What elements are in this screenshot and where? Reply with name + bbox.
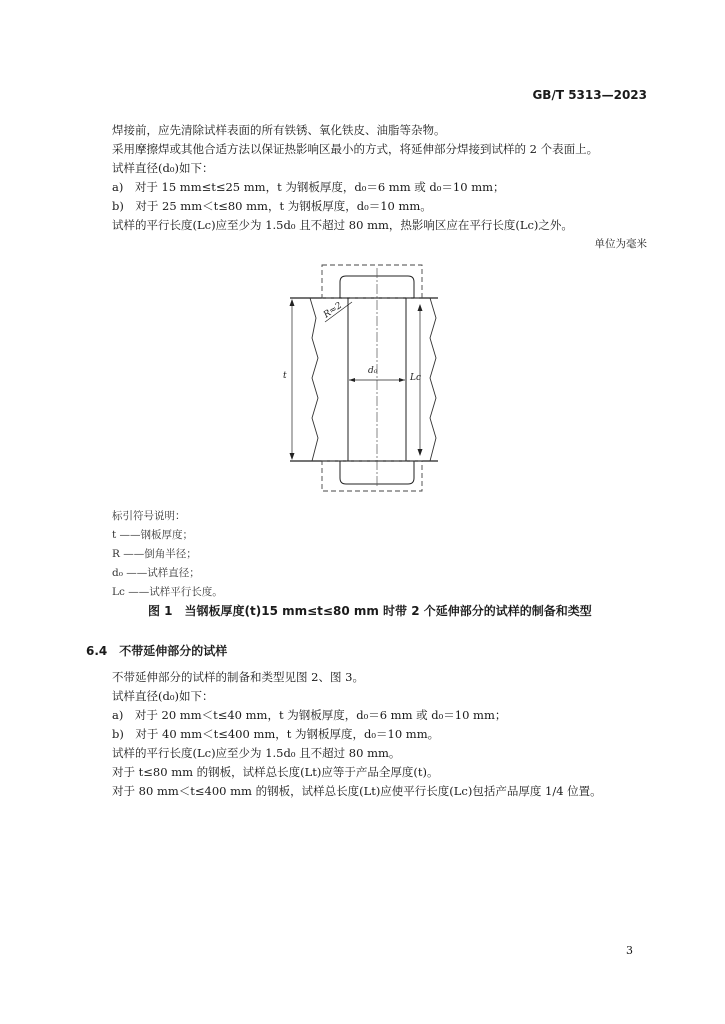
legend-item-r: R ——倒角半径；: [112, 548, 197, 560]
section-heading: 6.4 不带延伸部分的试样: [86, 644, 228, 658]
length-label: Lc: [410, 373, 422, 383]
legend-title: 标引符号说明：: [112, 510, 186, 522]
section-item-a: a) 对于 20 mm＜t≤40 mm，t 为钢板厚度，d₀＝6 mm 或 d₀＝10 mm；: [112, 708, 507, 722]
plate-left-break: [310, 298, 318, 461]
figure-caption: 图 1 当钢板厚度(t)15 mm≤t≤80 mm 时带 2 个延伸部分的试样的制备和类型: [148, 604, 592, 618]
section-paragraph-2: 试样直径(d₀)如下：: [112, 689, 214, 703]
intro-item-a: a) 对于 15 mm≤t≤25 mm，t 为钢板厚度，d₀＝6 mm 或 d₀＝10 mm；: [112, 180, 505, 194]
legend-item-lc: Lc ——试样平行长度。: [112, 586, 223, 598]
intro-item-b: b) 对于 25 mm＜t≤80 mm，t 为钢板厚度，d₀＝10 mm。: [112, 199, 432, 213]
intro-paragraph-3: 试样直径(d₀)如下：: [112, 161, 214, 175]
intro-paragraph-6: 试样的平行长度(Lc)应至少为 1.5d₀ 且不超过 80 mm，热影响区应在平行长度(Lc)之外。: [112, 218, 573, 232]
page-number: 3: [626, 944, 633, 957]
bottom-extension: [322, 461, 422, 491]
section-paragraph-6: 对于 t≤80 mm 的钢板，试样总长度(Lt)应等于产品全厚度(t)。: [112, 765, 439, 779]
section-item-b: b) 对于 40 mm＜t≤400 mm，t 为钢板厚度，d₀＝10 mm。: [112, 727, 440, 741]
legend-item-d0: d₀ ——试样直径；: [112, 567, 200, 579]
diameter-label: d₀: [368, 366, 378, 376]
section-paragraph-1: 不带延伸部分的试样的制备和类型见图 2、图 3。: [112, 670, 364, 684]
legend-item-t: t ——钢板厚度；: [112, 529, 194, 541]
thickness-label: t: [283, 371, 287, 381]
intro-paragraph-1: 焊接前，应先清除试样表面的所有铁锈、氧化铁皮、油脂等杂物。: [112, 123, 446, 137]
intro-paragraph-2: 采用摩擦焊或其他合适方法以保证热影响区最小的方式，将延伸部分焊接到试样的 2 个表面上。: [112, 142, 599, 156]
plate-right-break: [430, 298, 436, 461]
document-header: GB/T 5313—2023: [532, 88, 647, 102]
unit-note: 单位为毫米: [594, 238, 647, 250]
section-paragraph-7: 对于 80 mm＜t≤400 mm 的钢板，试样总长度(Lt)应使平行长度(Lc)包括产品厚度 1/4 位置。: [112, 784, 602, 798]
section-paragraph-5: 试样的平行长度(Lc)应至少为 1.5d₀ 且不超过 80 mm。: [112, 746, 401, 760]
top-extension: [322, 265, 422, 298]
radius-label: R≈2: [321, 300, 345, 321]
